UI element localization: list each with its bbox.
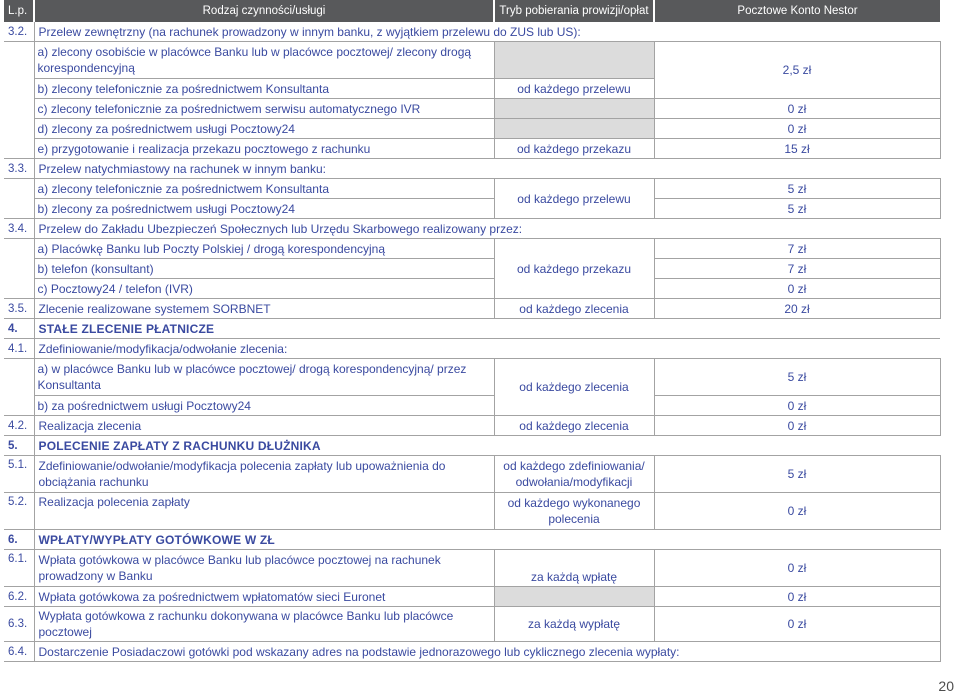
row-description: c) zlecony telefonicznie za pośrednictwem serwisu automatycznego IVR — [34, 99, 494, 119]
table-header — [4, 0, 940, 22]
row-mode: od każdego zlecenia — [494, 299, 654, 319]
table-row — [4, 456, 940, 493]
table-row — [4, 219, 940, 239]
row-description: Wpłata gotówkowa za pośrednictwem wpłatomatów sieci Euronet — [34, 587, 494, 607]
row-price: 5 zł — [654, 456, 940, 493]
row-description: e) przygotowanie i realizacja przekazu pocztowego z rachunku — [34, 139, 494, 159]
table-row — [4, 139, 940, 159]
table-row — [4, 339, 940, 359]
row-price: 5 zł — [654, 199, 940, 219]
row-description: Realizacja zlecenia — [34, 416, 494, 436]
row-price: 20 zł — [654, 299, 940, 319]
table-row — [4, 259, 940, 279]
row-number: 5.2. — [4, 493, 34, 530]
header-type: Rodzaj czynności/usługi — [34, 0, 494, 22]
row-mode: za każdą wpłatę — [494, 550, 654, 587]
row-number: 4.1. — [4, 339, 34, 359]
row-number: 5.1. — [4, 456, 34, 493]
row-mode: od każdego przekazu — [494, 139, 654, 159]
row-number: 3.5. — [4, 299, 34, 319]
table-row — [4, 299, 940, 319]
row-number: 6.3. — [4, 607, 34, 642]
table-row — [4, 42, 940, 79]
row-price: 0 zł — [654, 607, 940, 642]
table-row — [4, 396, 940, 416]
row-number: 6.1. — [4, 550, 34, 587]
section-row — [4, 436, 940, 456]
row-description: d) zlecony za pośrednictwem usługi Pocztowy24 — [34, 119, 494, 139]
row-mode: od każdego zlecenia — [494, 416, 654, 436]
row-number: 3.4. — [4, 219, 34, 239]
row-number: 6.2. — [4, 587, 34, 607]
row-price: 5 zł — [654, 179, 940, 199]
fee-table — [4, 0, 941, 662]
row-mode: od każdego przekazu — [494, 239, 654, 299]
section-title: POLECENIE ZAPŁATY Z RACHUNKU DŁUŻNIKA — [34, 436, 940, 456]
section-row — [4, 530, 940, 550]
page-number: 20 — [938, 678, 954, 694]
table-row — [4, 119, 940, 139]
table-row — [4, 642, 940, 662]
row-description: b) zlecony telefonicznie za pośrednictwem Konsultanta — [34, 79, 494, 99]
row-description: Przelew do Zakładu Ubezpieczeń Społecznych lub Urzędu Skarbowego realizowany przez: — [34, 219, 940, 239]
row-description: Zlecenie realizowane systemem SORBNET — [34, 299, 494, 319]
table-row — [4, 179, 940, 199]
row-price: 0 zł — [654, 416, 940, 436]
row-mode: od każdego przelewu — [494, 179, 654, 219]
row-price: 0 zł — [654, 279, 940, 299]
row-number: 3.2. — [4, 22, 34, 42]
row-price: 7 zł — [654, 239, 940, 259]
row-price: 0 zł — [654, 396, 940, 416]
row-price: 0 zł — [654, 493, 940, 530]
row-mode: od każdego przelewu — [494, 79, 654, 99]
row-description: a) zlecony osobiście w placówce Banku lub w placówce pocztowej/ zlecony drogą korespondencyjną — [34, 42, 494, 79]
table-row — [4, 607, 940, 642]
row-description: b) za pośrednictwem usługi Pocztowy24 — [34, 396, 494, 416]
row-mode: od każdego zlecenia — [494, 359, 654, 416]
row-number: 4.2. — [4, 416, 34, 436]
row-description: b) zlecony za pośrednictwem usługi Pocztowy24 — [34, 199, 494, 219]
table-row — [4, 199, 940, 219]
section-number: 5. — [4, 436, 34, 456]
table-row — [4, 587, 940, 607]
table-row — [4, 239, 940, 259]
row-description: a) zlecony telefonicznie za pośrednictwem Konsultanta — [34, 179, 494, 199]
table-row — [4, 99, 940, 119]
row-price: 15 zł — [654, 139, 940, 159]
table-row — [4, 493, 940, 530]
row-price: 0 zł — [654, 587, 940, 607]
row-description: a) w placówce Banku lub w placówce pocztowej/ drogą korespondencyjną/ przez Konsultanta — [34, 359, 494, 396]
section-row — [4, 319, 940, 339]
section-number: 4. — [4, 319, 34, 339]
row-description: c) Pocztowy24 / telefon (IVR) — [34, 279, 494, 299]
row-description: a) Placówkę Banku lub Poczty Polskiej / drogą korespondencyjną — [34, 239, 494, 259]
section-title: WPŁATY/WYPŁATY GOTÓWKOWE W ZŁ — [34, 530, 940, 550]
row-price: 2,5 zł — [654, 42, 940, 99]
row-mode — [494, 42, 654, 79]
table-row — [4, 359, 940, 396]
row-description: Realizacja polecenia zapłaty — [34, 493, 494, 530]
row-description: Przelew zewnętrzny (na rachunek prowadzony w innym banku, z wyjątkiem przelewu do ZUS lub US): — [34, 22, 940, 42]
header-price: Pocztowe Konto Nestor — [654, 0, 940, 22]
row-description: Wpłata gotówkowa w placówce Banku lub placówce pocztowej na rachunek prowadzony w Banku — [34, 550, 494, 587]
row-mode: za każdą wypłatę — [494, 607, 654, 642]
table-row — [4, 416, 940, 436]
row-mode: od każdego zdefiniowania/ odwołania/modyfikacji — [494, 456, 654, 493]
row-number: 3.3. — [4, 159, 34, 179]
header-mode: Tryb pobierania prowizji/opłat — [494, 0, 654, 22]
row-price: 7 zł — [654, 259, 940, 279]
table-row — [4, 279, 940, 299]
table-row — [4, 159, 940, 179]
section-title: STAŁE ZLECENIE PŁATNICZE — [34, 319, 940, 339]
row-description: Dostarczenie Posiadaczowi gotówki pod wskazany adres na podstawie jednorazowego lub cyklicznego zlecenia wypłaty: — [34, 642, 940, 662]
row-mode: od każdego wykonanego polecenia — [494, 493, 654, 530]
row-price: 5 zł — [654, 359, 940, 396]
row-description: Wypłata gotówkowa z rachunku dokonywana w placówce Banku lub placówce pocztowej — [34, 607, 494, 642]
row-description: Zdefiniowanie/odwołanie/modyfikacja polecenia zapłaty lub upoważnienia do obciążania rachunku — [34, 456, 494, 493]
row-description: Przelew natychmiastowy na rachunek w innym banku: — [34, 159, 940, 179]
row-price: 0 zł — [654, 119, 940, 139]
row-price: 0 zł — [654, 99, 940, 119]
row-description: b) telefon (konsultant) — [34, 259, 494, 279]
section-number: 6. — [4, 530, 34, 550]
row-price: 0 zł — [654, 550, 940, 587]
row-description: Zdefiniowanie/modyfikacja/odwołanie zlecenia: — [34, 339, 940, 359]
header-lp: L.p. — [4, 0, 34, 22]
row-number: 6.4. — [4, 642, 34, 662]
table-row — [4, 550, 940, 587]
table-row — [4, 22, 940, 42]
